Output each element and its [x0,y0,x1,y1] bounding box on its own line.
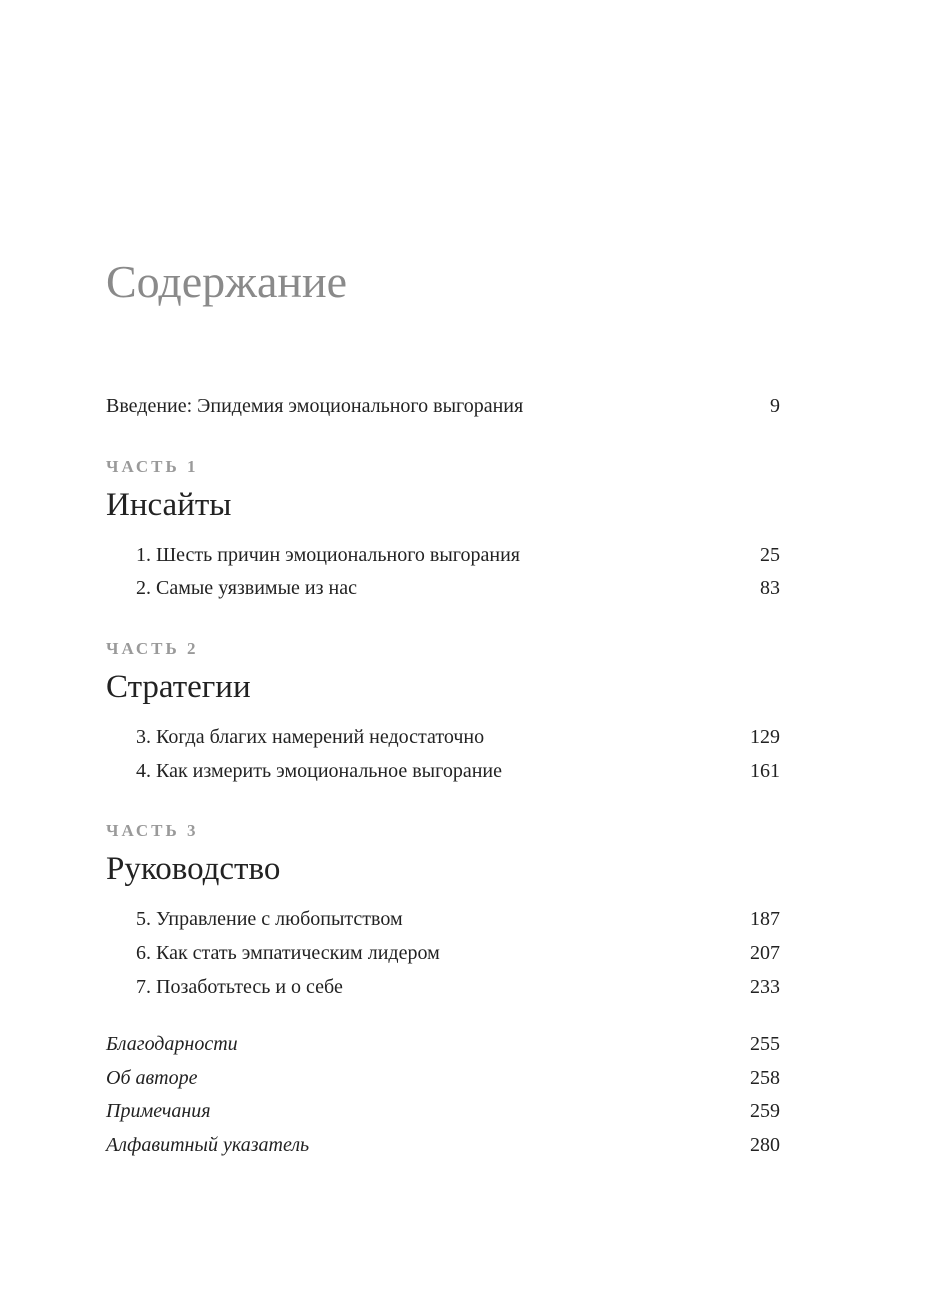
toc-entry-label: 3. Когда благих намерений недостаточно [136,726,485,748]
toc-entry-chapter[interactable] [136,756,780,786]
toc-entry-chapter[interactable] [136,722,780,752]
toc-entry-chapter[interactable] [136,904,780,934]
toc-entry-page: 161 [750,760,780,782]
toc-entry-chapter[interactable] [136,938,780,968]
toc-entry-label: Примечания [106,1100,211,1122]
toc-entry-label: 5. Управление с любопытством [136,908,403,930]
toc-entry-chapter[interactable] [136,540,780,570]
toc-entry-page: 280 [750,1134,780,1156]
toc-entry-label: Об авторе [106,1067,198,1089]
part-label: ЧАСТЬ 1 [106,457,199,476]
toc-entry-page: 233 [750,976,780,998]
toc-entry-chapter[interactable] [136,972,780,1002]
toc-entry-label: 6. Как стать эмпатическим лидером [136,942,440,964]
toc-entry-intro[interactable] [106,391,780,421]
toc-entry-back-matter[interactable] [106,1130,780,1160]
toc-entry-back-matter[interactable] [106,1029,780,1059]
toc-entry-page: 83 [760,577,780,599]
toc-entry-label: 2. Самые уязвимые из нас [136,577,357,599]
toc-entry-label: 1. Шесть причин эмоционального выгорания [136,544,520,566]
toc-entry-page: 9 [770,395,780,417]
toc-entry-page: 187 [750,908,780,930]
part-label: ЧАСТЬ 2 [106,639,199,658]
toc-entry-label: Алфавитный указатель [106,1134,310,1156]
part-title: Инсайты [106,487,232,523]
toc-entry-page: 129 [750,726,780,748]
toc-entry-label: Благодарности [106,1033,238,1055]
toc-entry-page: 25 [760,544,780,566]
toc-entry-back-matter[interactable] [106,1063,780,1093]
toc-entry-chapter[interactable] [136,573,780,603]
toc-entry-label: 7. Позаботьтесь и о себе [136,976,343,998]
toc-entry-page: 259 [750,1100,780,1122]
part-title: Руководство [106,851,281,887]
toc-entry-back-matter[interactable] [106,1096,780,1126]
toc-entry-page: 207 [750,942,780,964]
toc-entry-label: Введение: Эпидемия эмоционального выгорания [106,395,524,417]
part-label: ЧАСТЬ 3 [106,821,199,840]
toc-entry-label: 4. Как измерить эмоциональное выгорание [136,760,502,782]
toc-entry-page: 258 [750,1067,780,1089]
part-title: Стратегии [106,669,251,705]
page-title: Содержание [106,256,348,307]
toc-entry-page: 255 [750,1033,780,1055]
